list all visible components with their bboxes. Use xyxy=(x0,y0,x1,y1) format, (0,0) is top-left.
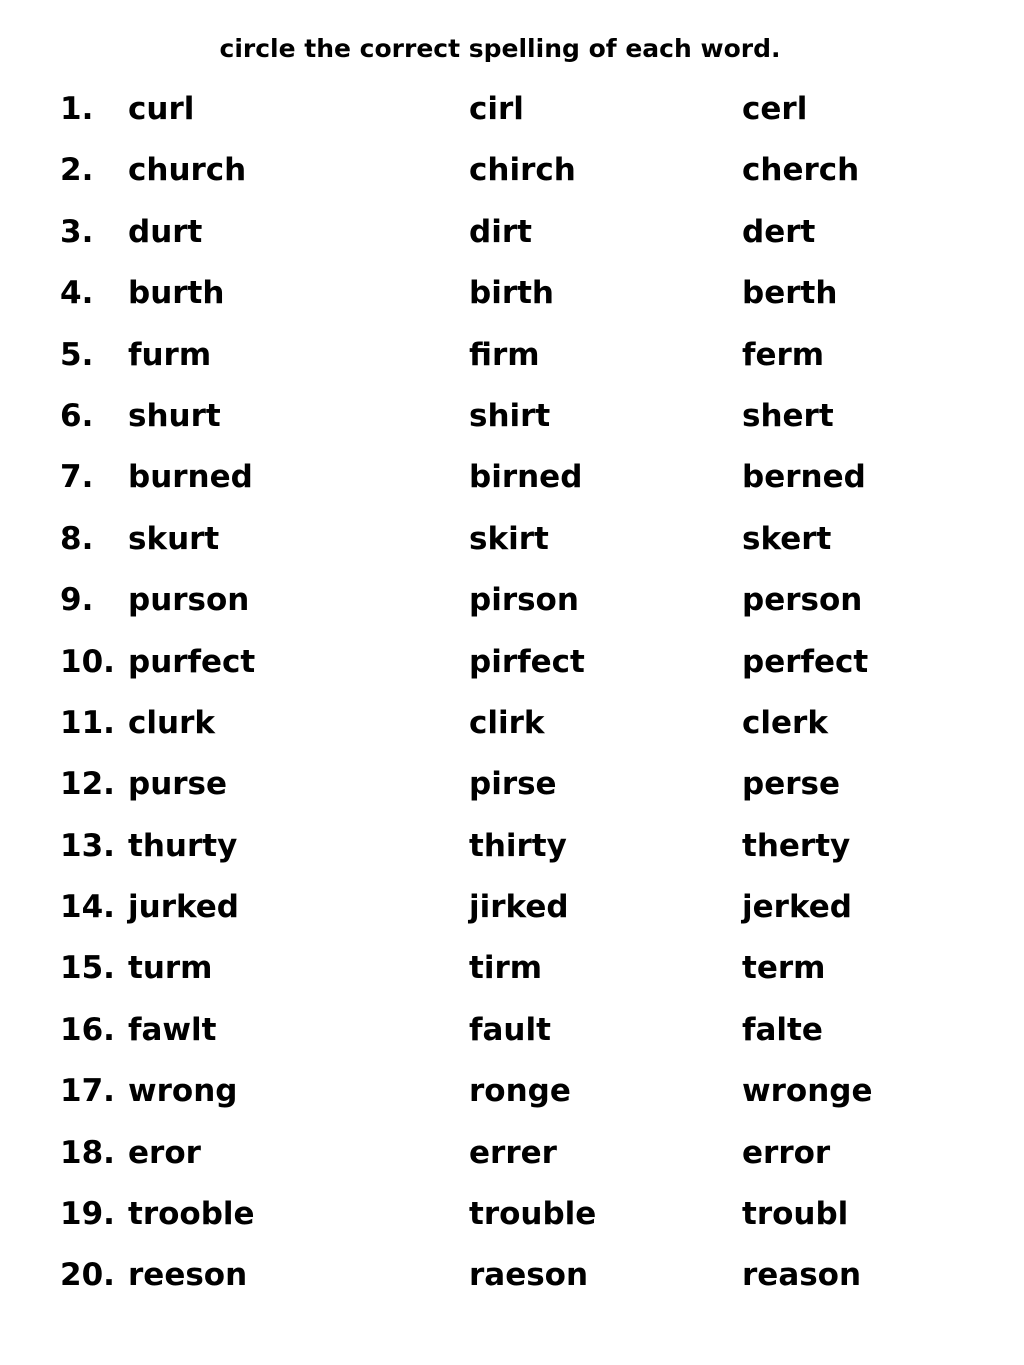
spelling-option-3[interactable]: cerl xyxy=(742,91,808,127)
spelling-option-3[interactable]: shert xyxy=(742,397,834,434)
item-number: 7. xyxy=(60,459,94,496)
spelling-option-2[interactable]: ronge xyxy=(469,1073,571,1110)
spelling-option-2[interactable]: pirse xyxy=(469,766,557,803)
word-row xyxy=(0,1182,1024,1243)
spelling-option-1[interactable]: durt xyxy=(128,213,203,250)
spelling-option-3[interactable]: wronge xyxy=(742,1073,873,1110)
word-row xyxy=(0,936,1024,997)
item-number: 2. xyxy=(60,152,94,189)
item-number: 5. xyxy=(60,336,94,373)
spelling-option-1[interactable]: shurt xyxy=(128,397,221,434)
spelling-option-2[interactable]: cirl xyxy=(469,91,524,127)
spelling-option-3[interactable]: person xyxy=(742,582,863,619)
item-number: 9. xyxy=(60,582,94,619)
spelling-option-1[interactable]: purfect xyxy=(128,643,256,680)
spelling-option-2[interactable]: jirked xyxy=(469,889,569,926)
spelling-option-3[interactable]: therty xyxy=(742,827,851,864)
spelling-option-2[interactable]: raeson xyxy=(469,1257,589,1294)
word-row xyxy=(0,77,1024,138)
spelling-option-3[interactable]: term xyxy=(742,950,826,987)
item-number: 16. xyxy=(60,1011,115,1048)
word-row xyxy=(0,814,1024,875)
spelling-option-3[interactable]: troubl xyxy=(742,1196,849,1233)
spelling-option-1[interactable]: trooble xyxy=(128,1196,255,1233)
item-number: 4. xyxy=(60,275,94,312)
item-number: 15. xyxy=(60,950,115,987)
item-number: 11. xyxy=(60,704,115,741)
spelling-option-3[interactable]: berth xyxy=(742,275,838,312)
item-number: 8. xyxy=(60,520,94,557)
spelling-option-1[interactable]: skurt xyxy=(128,520,220,557)
spelling-option-3[interactable]: berned xyxy=(742,459,866,496)
spelling-option-2[interactable]: birth xyxy=(469,275,554,312)
word-row xyxy=(0,507,1024,568)
spelling-option-3[interactable]: cherch xyxy=(742,152,860,189)
spelling-option-2[interactable]: shirt xyxy=(469,397,551,434)
spelling-option-1[interactable]: reeson xyxy=(128,1257,248,1294)
word-row xyxy=(0,568,1024,629)
item-number: 18. xyxy=(60,1134,115,1171)
spelling-option-3[interactable]: falte xyxy=(742,1011,823,1048)
item-number: 13. xyxy=(60,827,115,864)
spelling-option-2[interactable]: pirfect xyxy=(469,643,585,680)
item-number: 3. xyxy=(60,213,94,250)
spelling-option-3[interactable]: perse xyxy=(742,766,840,803)
word-row xyxy=(0,752,1024,813)
word-row xyxy=(0,138,1024,199)
spelling-option-1[interactable]: fawlt xyxy=(128,1011,217,1048)
spelling-option-2[interactable]: chirch xyxy=(469,152,576,189)
spelling-option-1[interactable]: eror xyxy=(128,1134,201,1171)
item-number: 6. xyxy=(60,397,94,434)
item-number: 19. xyxy=(60,1196,115,1233)
spelling-option-2[interactable]: errer xyxy=(469,1134,557,1171)
spelling-option-1[interactable]: burned xyxy=(128,459,253,496)
spelling-option-1[interactable]: curl xyxy=(128,91,195,127)
item-number: 10. xyxy=(60,643,115,680)
spelling-option-3[interactable]: skert xyxy=(742,520,832,557)
item-number: 17. xyxy=(60,1073,115,1110)
spelling-option-1[interactable]: clurk xyxy=(128,704,215,741)
item-number: 14. xyxy=(60,889,115,926)
spelling-option-2[interactable]: dirt xyxy=(469,213,532,250)
spelling-option-1[interactable]: turm xyxy=(128,950,213,987)
page-title: circle the correct spelling of each word. xyxy=(219,34,781,63)
spelling-option-3[interactable]: error xyxy=(742,1134,831,1171)
spelling-option-2[interactable]: thirty xyxy=(469,827,567,864)
word-row xyxy=(0,1243,1024,1304)
spelling-option-2[interactable]: trouble xyxy=(469,1196,597,1233)
word-list xyxy=(0,77,1024,1305)
spelling-option-1[interactable]: burth xyxy=(128,275,225,312)
spelling-option-1[interactable]: jurked xyxy=(128,889,239,926)
spelling-option-1[interactable]: purson xyxy=(128,582,250,619)
spelling-option-3[interactable]: dert xyxy=(742,213,816,250)
spelling-option-2[interactable]: pirson xyxy=(469,582,579,619)
item-number: 12. xyxy=(60,766,115,803)
spelling-option-3[interactable]: ferm xyxy=(742,336,825,373)
spelling-option-2[interactable]: clirk xyxy=(469,704,545,741)
spelling-option-1[interactable]: wrong xyxy=(128,1073,238,1110)
spelling-option-2[interactable]: firm xyxy=(469,336,540,373)
spelling-option-1[interactable]: purse xyxy=(128,766,228,803)
word-row xyxy=(0,445,1024,506)
spelling-option-1[interactable]: furm xyxy=(128,336,212,373)
word-row xyxy=(0,384,1024,445)
item-number: 20. xyxy=(60,1257,115,1294)
spelling-option-2[interactable]: tirm xyxy=(469,950,543,987)
spelling-option-2[interactable]: fault xyxy=(469,1011,551,1048)
spelling-option-1[interactable]: church xyxy=(128,152,247,189)
spelling-option-3[interactable]: perfect xyxy=(742,643,869,680)
spelling-option-2[interactable]: skirt xyxy=(469,520,549,557)
word-row xyxy=(0,691,1024,752)
word-row xyxy=(0,1121,1024,1182)
word-row xyxy=(0,630,1024,691)
word-row xyxy=(0,875,1024,936)
spelling-option-3[interactable]: clerk xyxy=(742,704,828,741)
word-row xyxy=(0,1059,1024,1120)
word-row xyxy=(0,261,1024,322)
spelling-option-3[interactable]: jerked xyxy=(742,889,852,926)
spelling-option-2[interactable]: birned xyxy=(469,459,583,496)
word-row xyxy=(0,998,1024,1059)
spelling-option-3[interactable]: reason xyxy=(742,1257,862,1294)
word-row xyxy=(0,323,1024,384)
item-number: 1. xyxy=(60,91,94,127)
spelling-option-1[interactable]: thurty xyxy=(128,827,238,864)
word-row xyxy=(0,200,1024,261)
